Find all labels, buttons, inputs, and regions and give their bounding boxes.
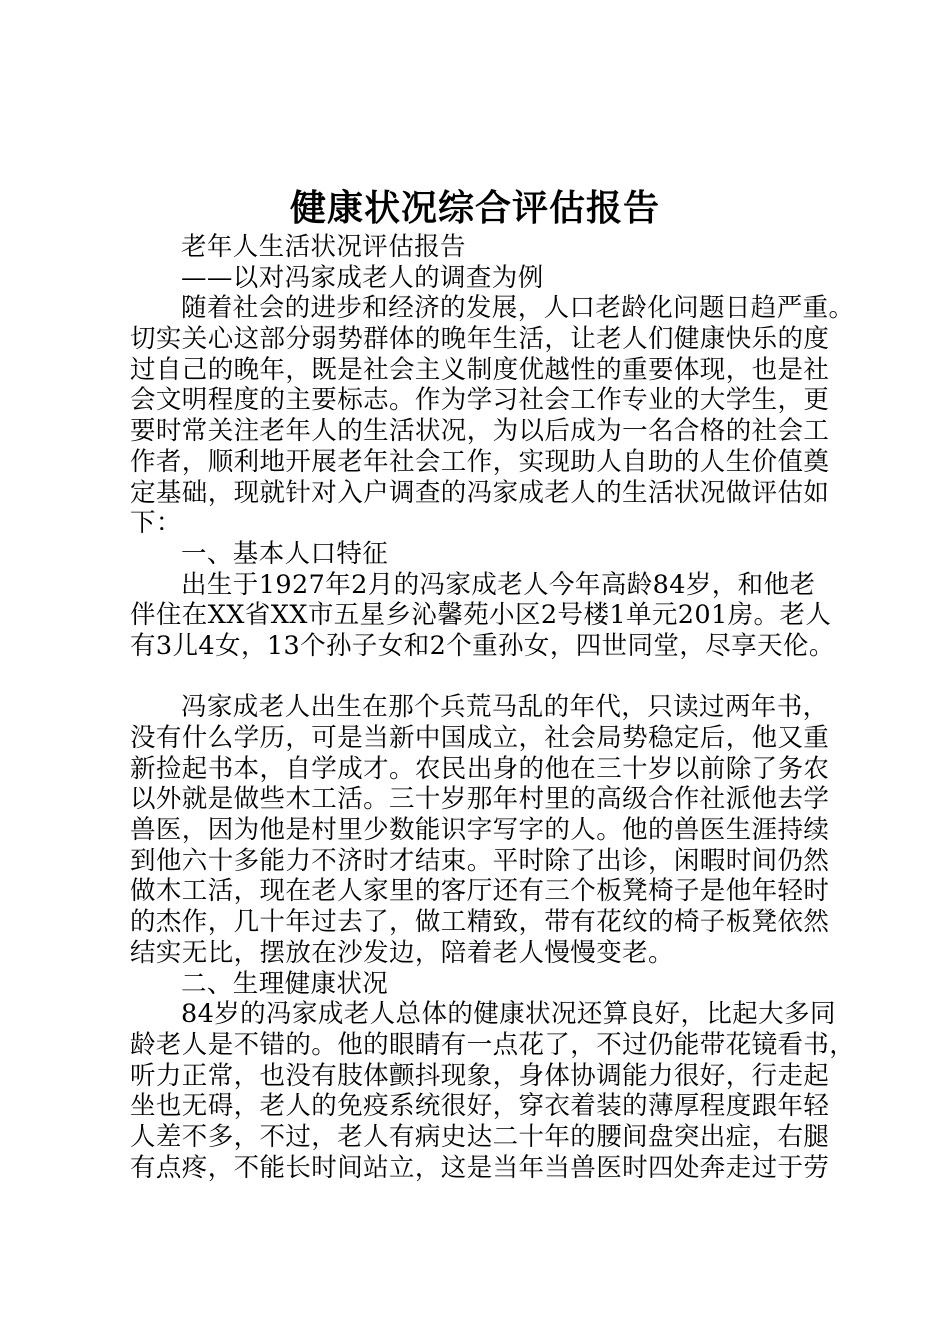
section-heading: 二、生理健康状况 [181, 968, 389, 999]
paragraph-line: 坐也无碍，老人的免疫系统很好，穿衣着装的薄厚程度跟年轻 [130, 1091, 830, 1122]
paragraph-line: 随着社会的进步和经济的发展，人口老龄化问题日趋严重。 [181, 293, 855, 324]
paragraph-line: 到他六十多能力不济时才结束。平时除了出诊，闲暇时间仍然 [130, 845, 830, 876]
paragraph-line: 结实无比，摆放在沙发边，陪着老人慢慢变老。 [130, 937, 674, 968]
paragraph-line: 有3儿4女，13个孙子女和2个重孙女，四世同堂，尽享天伦。 [130, 630, 835, 661]
basic-info-paragraph [130, 570, 850, 662]
paragraph-line: 人差不多，不过，老人有病史达二十年的腰间盘突出症，右腿 [130, 1121, 830, 1152]
paragraph-line: 定基础，现就针对入户调查的冯家成老人的生活状况做评估如 [130, 477, 830, 508]
paragraph-line: 有点疼，不能长时间站立，这是当年当兽医时四处奔走过于劳 [130, 1152, 830, 1183]
health-paragraph [130, 999, 856, 1183]
document-body [130, 232, 856, 1183]
intro-paragraph [130, 293, 855, 539]
document-title: 健康状况综合评估报告 [289, 187, 660, 229]
paragraph-line: 的杰作，几十年过去了，做工精致，带有花纹的椅子板凳依然 [130, 907, 830, 938]
paragraph-line: 没有什么学历，可是当新中国成立，社会局势稳定后，他又重 [130, 723, 830, 753]
section-heading: 一、基本人口特征 [181, 538, 389, 569]
paragraph-line: 做木工活，现在老人家里的客厅还有三个板凳椅子是他年轻时 [130, 876, 830, 907]
report-subtitle: 老年人生活状况评估报告 [181, 232, 466, 262]
paragraph-line: 要时常关注老年人的生活状况，为以后成为一名合格的社会工 [130, 416, 830, 447]
paragraph-line: 出生于1927年2月的冯家成老人今年高龄84岁，和他老 [181, 569, 816, 600]
paragraph-line: 新捡起书本，自学成才。农民出身的他在三十岁以前除了务农 [130, 753, 830, 784]
paragraph-line: 兽医，因为他是村里少数能识字写字的人。他的兽医生涯持续 [130, 815, 830, 846]
paragraph-line: 过自己的晚年，既是社会主义制度优越性的重要体现，也是社 [130, 354, 830, 385]
paragraph-line: 冯家成老人出生在那个兵荒马乱的年代，只读过两年书， [181, 692, 829, 723]
paragraph-line: 切实关心这部分弱势群体的晚年生活，让老人们健康快乐的度 [130, 324, 830, 355]
paragraph-line: 84岁的冯家成老人总体的健康状况还算良好，比起大多同 [181, 999, 836, 1030]
report-subsubtitle: ——以对冯家成老人的调查为例 [181, 262, 544, 293]
paragraph-line: 下： [130, 508, 182, 539]
paragraph-line: 听力正常，也没有肢体颤抖现象，身体协调能力很好，行走起 [130, 1060, 830, 1091]
paragraph-line: 会文明程度的主要标志。作为学习社会工作专业的大学生，更 [130, 385, 830, 416]
blank-line [130, 662, 850, 693]
life-history-paragraph [130, 692, 850, 968]
paragraph-line: 龄老人是不错的。他的眼睛有一点花了，不过仍能带花镜看书， [130, 1029, 856, 1060]
paragraph-line: 作者，顺利地开展老年社会工作，实现助人自助的人生价值奠 [130, 446, 830, 477]
paragraph-line: 伴住在XX省XX市五星乡沁馨苑小区2号楼1单元201房。老人 [130, 600, 832, 631]
paragraph-line: 以外就是做些木工活。三十岁那年村里的高级合作社派他去学 [130, 784, 830, 815]
